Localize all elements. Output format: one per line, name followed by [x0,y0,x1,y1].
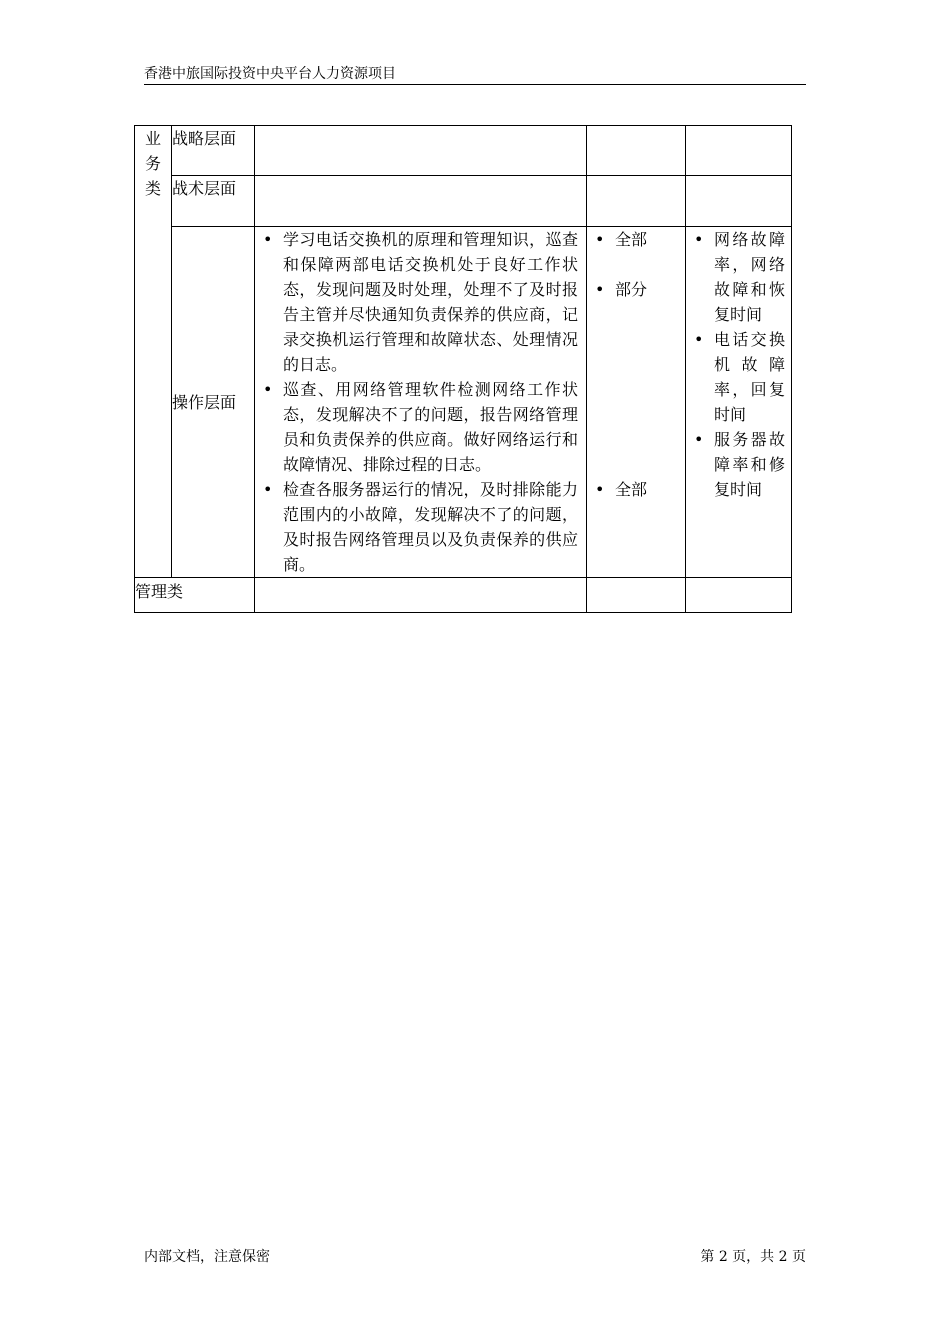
list-item: • 服务器故障率和修复时间 [686,427,791,502]
footer-confidential: 内部文档，注意保密 [144,1249,270,1265]
task-list [255,227,586,577]
management-category-label: 管理类 [135,582,184,601]
operational-level-label: 操作层面 [172,392,237,412]
tactical-level-cell [172,176,255,227]
strategic-level-label: 战略层面 [172,129,237,148]
operational-level-cell [172,227,255,578]
list-item: • 检查各服务器运行的情况，及时排除能力范围内的小故障，发现解决不了的问题，及时报告网络管理员以及负责保养的供应商。 [255,477,586,577]
table-row [135,126,792,176]
operational-desc-cell [255,227,587,578]
header-title: 香港中旅国际投资中央平台人力资源项目 [144,66,396,82]
strategic-level-cell [172,126,255,176]
footer-page-number: 第 2 页，共 2 页 [700,1249,806,1265]
indicator-list [686,227,791,502]
table-row [135,578,792,613]
list-item: • 网络故障率，网络故障和恢复时间 [686,227,791,327]
tactical-level-label: 战术层面 [172,179,237,198]
strategic-scope-cell [587,126,686,176]
management-indicator-cell [686,578,792,613]
strategic-desc-cell [255,126,587,176]
business-category-cell [135,126,172,578]
business-category-label: 业务类 [144,129,161,198]
management-scope-cell [587,578,686,613]
strategic-indicator-cell [686,126,792,176]
tactical-desc-cell [255,176,587,227]
management-desc-cell [255,578,587,613]
list-item: • 部分 [587,277,685,302]
scope-list [587,227,685,502]
operational-scope-cell [587,227,686,578]
page-header [144,64,806,85]
responsibility-table [134,125,792,613]
table-row [135,227,792,578]
list-item: • 巡查、用网络管理软件检测网络工作状态，发现解决不了的问题，报告网络管理员和负责保养的供应商。做好网络运行和故障情况、排除过程的日志。 [255,377,586,477]
list-item: • 全部 [587,227,685,252]
tactical-scope-cell [587,176,686,227]
list-item: • 学习电话交换机的原理和管理知识，巡查和保障两部电话交换机处于良好工作状态，发现问题及时处理，处理不了及时报告主管并尽快通知负责保养的供应商，记录交换机运行管理和故障状态、处理情况的日志。 [255,227,586,377]
operational-indicator-cell [686,227,792,578]
management-category-cell [135,578,255,613]
list-item: • 电话交换机故障率，回复时间 [686,327,791,427]
table-row [135,176,792,227]
list-item: • 全部 [587,477,685,502]
tactical-indicator-cell [686,176,792,227]
